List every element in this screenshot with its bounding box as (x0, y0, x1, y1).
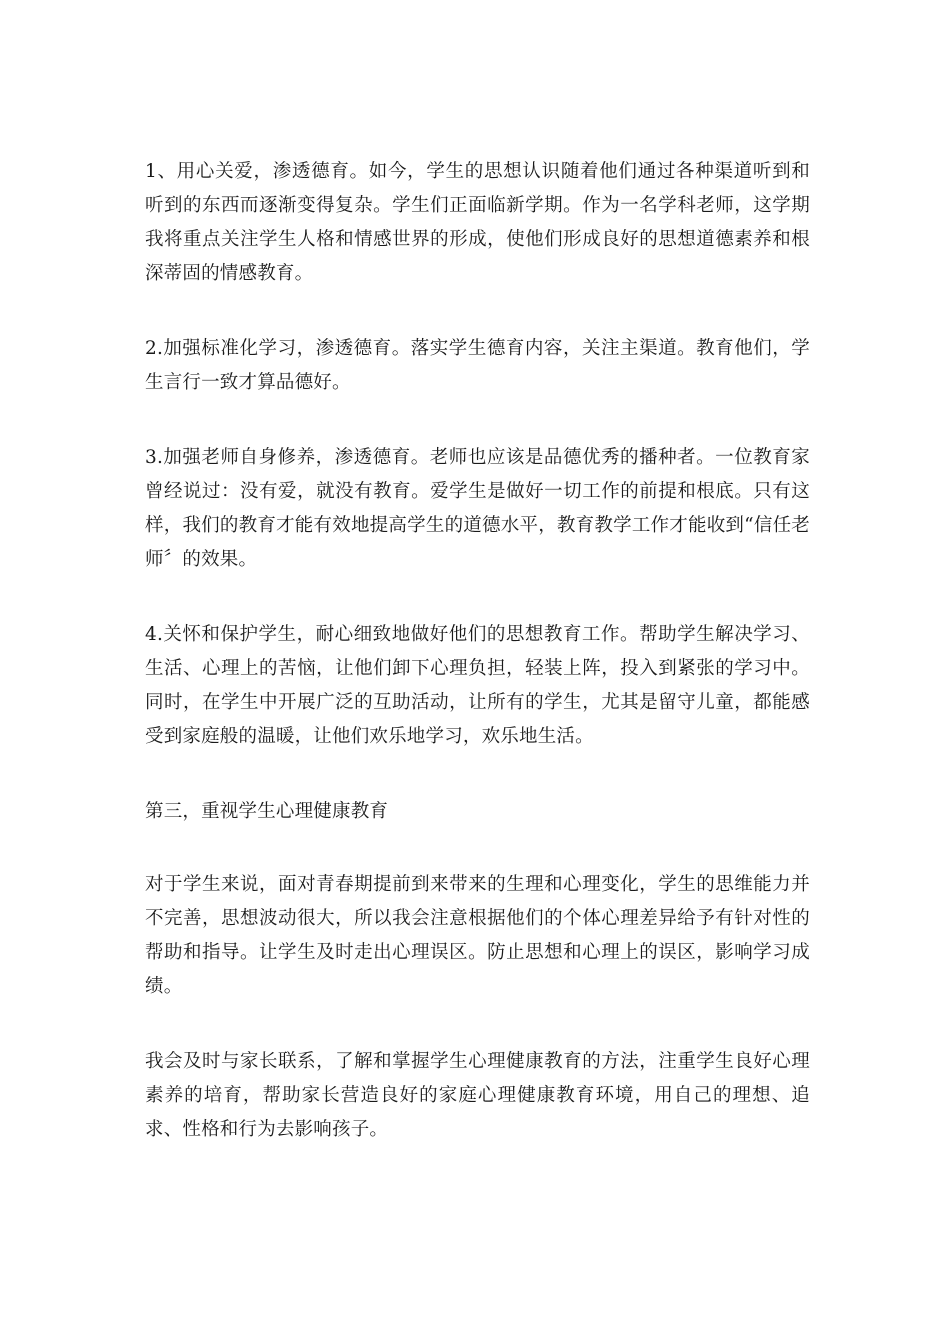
paragraph-2: 2.加强标准化学习，渗透德育。落实学生德育内容，关注主渠道。教育他们，学生言行一致才算品德好。 (145, 338, 810, 393)
paragraph-1: 1、用心关爱，渗透德育。如今，学生的思想认识随着他们通过各种渠道听到和听到的东西而逐渐变得复杂。学生们正面临新学期。作为一名学科老师，这学期我将重点关注学生人格和情感世界的形成，使他们形成良好的思想道德素养和根深蒂固的情感教育。 (145, 161, 810, 284)
document-body (145, 155, 810, 1147)
section-heading: 第三，重视学生心理健康教育 (145, 801, 389, 822)
paragraph-4: 4.关怀和保护学生，耐心细致地做好他们的思想教育工作。帮助学生解决学习、生活、心理上的苦恼，让他们卸下心理负担，轻装上阵，投入到紧张的学习中。同时，在学生中开展广泛的互助活动，让所有的学生，尤其是留守儿童，都能感受到家庭般的温暖，让他们欢乐地学习，欢乐地生活。 (145, 624, 810, 747)
paragraph-5: 对于学生来说，面对青春期提前到来带来的生理和心理变化，学生的思维能力并不完善，思想波动很大，所以我会注意根据他们的个体心理差异给予有针对性的帮助和指导。让学生及时走出心理误区。防止思想和心理上的误区，影响学习成绩。 (145, 874, 810, 997)
paragraph-6: 我会及时与家长联系，了解和掌握学生心理健康教育的方法，注重学生良好心理素养的培育，帮助家长营造良好的家庭心理健康教育环境，用自己的理想、追求、性格和行为去影响孩子。 (145, 1051, 810, 1140)
paragraph-3: 3.加强老师自身修养，渗透德育。老师也应该是品德优秀的播种者。一位教育家曾经说过：没有爱，就没有教育。爱学生是做好一切工作的前提和根底。只有这样，我们的教育才能有效地提高学生的道德水平，教育教学工作才能收到“信任老师〞的效果。 (145, 447, 810, 570)
